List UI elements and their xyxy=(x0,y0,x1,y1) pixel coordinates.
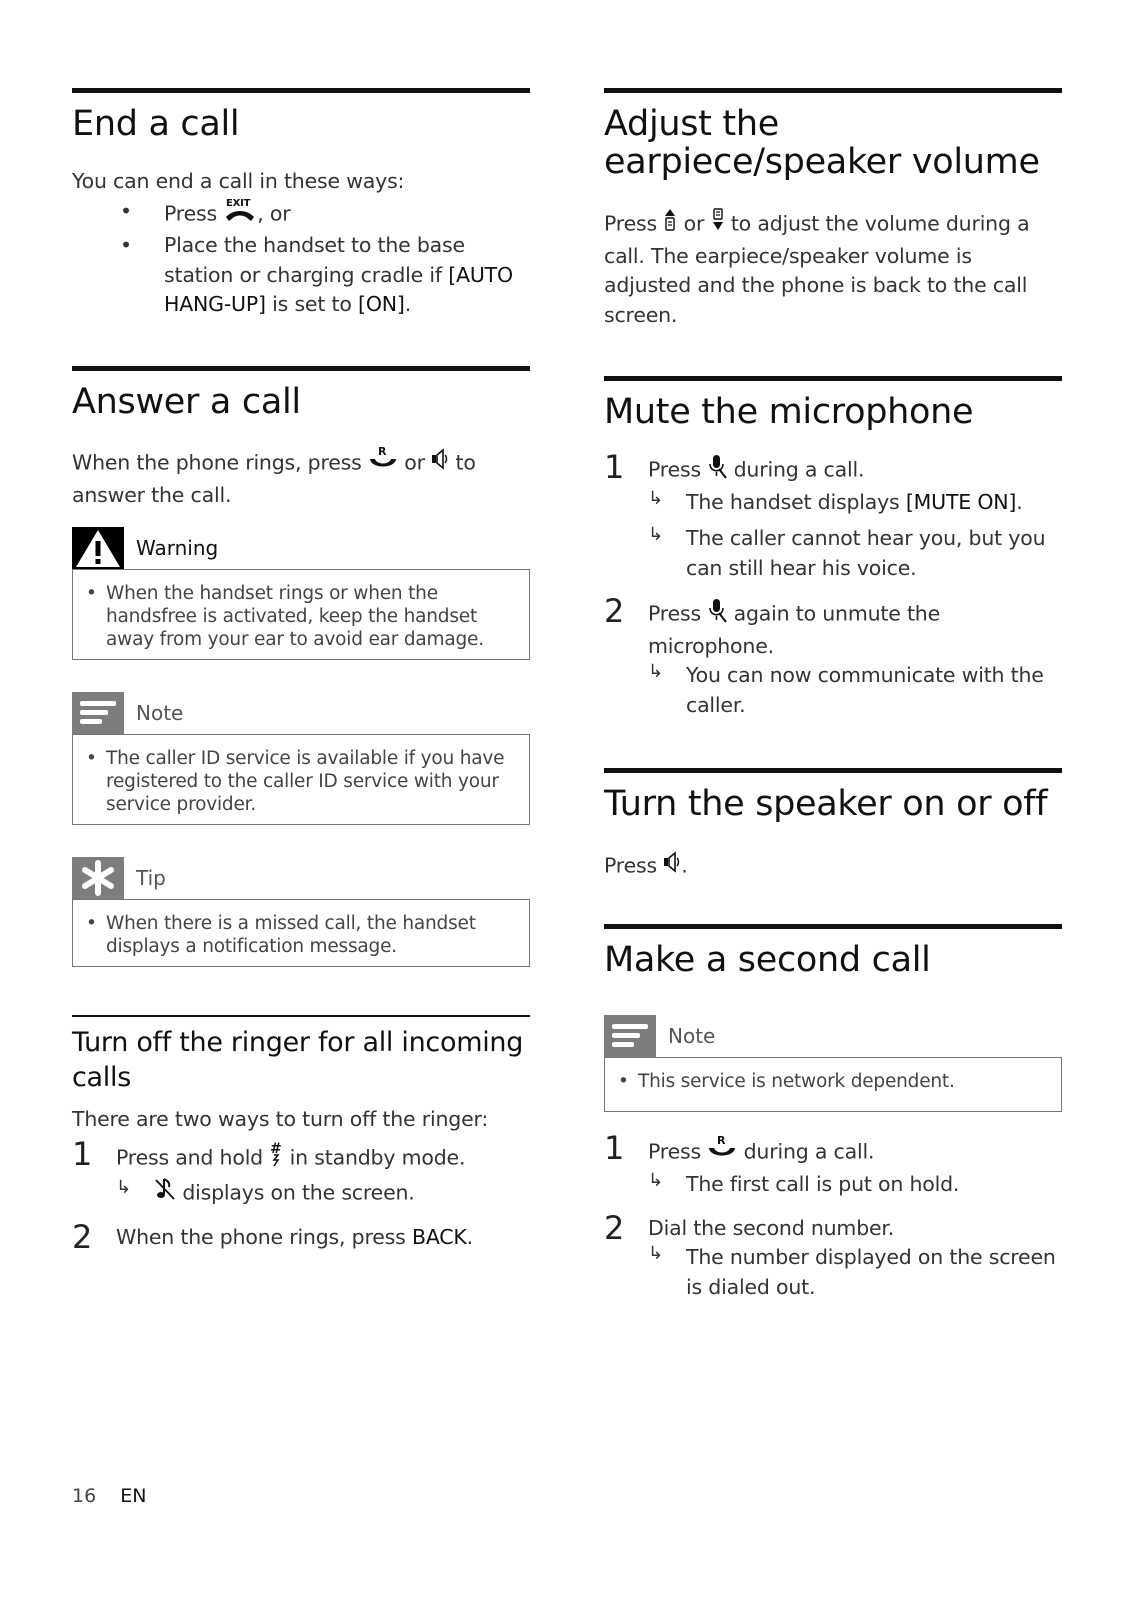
step-number: 2 xyxy=(72,1218,93,1256)
note-header xyxy=(72,692,530,734)
language-code: EN xyxy=(120,1485,147,1507)
tip-asterisk-icon xyxy=(72,857,124,899)
warning-label: Warning xyxy=(136,535,219,560)
note-label: Note xyxy=(668,1023,716,1048)
step-1: 1 Press and hold # in standby mode. ↳ displays on the screen. xyxy=(72,1140,530,1209)
section-rule xyxy=(604,768,1062,773)
end-call-title: End a call xyxy=(72,104,240,144)
tip-body xyxy=(72,899,530,967)
result-arrow-icon: ↳ xyxy=(648,661,664,682)
speaker-title: Turn the speaker on or off xyxy=(604,784,1048,824)
note-lines-icon xyxy=(72,692,124,734)
ringer-off-icon xyxy=(154,1177,176,1210)
step-result: ↳ The number displayed on the screen is dialed out. xyxy=(648,1243,1056,1299)
mute-mic-icon xyxy=(707,453,727,488)
note-body xyxy=(72,734,530,825)
talk-recall-icon xyxy=(368,445,398,482)
result-arrow-icon: ↳ xyxy=(648,487,664,509)
svg-text:EXIT: EXIT xyxy=(226,197,251,209)
mute-mic-section xyxy=(604,376,1062,720)
list-item: • When there is a missed call, the handset displays a notification message. xyxy=(86,912,476,957)
bullet: • xyxy=(120,233,132,257)
right-column xyxy=(604,88,1062,1302)
tip-header xyxy=(72,857,530,899)
section-rule xyxy=(604,376,1062,381)
adjust-volume-section xyxy=(604,88,1062,330)
page-footer xyxy=(72,1485,146,1507)
note-box xyxy=(604,1015,1062,1112)
volume-up-icon xyxy=(663,207,677,242)
step-number: 2 xyxy=(604,1208,625,1247)
tip-box xyxy=(72,857,530,967)
bullet: • xyxy=(120,198,132,223)
adjust-volume-text: Press or to adjust the volume during a call. The earpiece/speaker volume is adjusted and the phone is back to the call screen. xyxy=(604,207,1062,330)
end-call-intro: You can end a call in these ways: xyxy=(72,169,405,193)
step-result: ↳ You can now communicate with the caller. xyxy=(648,661,1044,717)
result-arrow-icon: ↳ xyxy=(648,1170,664,1191)
end-call-section xyxy=(72,88,530,320)
page-number: 16 xyxy=(72,1485,97,1507)
section-rule xyxy=(72,1015,530,1017)
ringer-off-intro: There are two ways to turn off the ringer: xyxy=(72,1106,489,1131)
step-1: 1 Press during a call. ↳ The handset displays [MUTE ON]. ↳ The caller cannot hear you, but you can still hear his voice. xyxy=(604,453,1062,583)
mute-mic-title: Mute the microphone xyxy=(604,392,974,432)
step-2: 2 When the phone rings, press BACK. xyxy=(72,1218,473,1256)
tip-label: Tip xyxy=(136,865,166,890)
step-result: ↳ The caller cannot hear you, but you can still hear his voice. xyxy=(648,524,1046,580)
step-number: 1 xyxy=(604,448,625,486)
end-call-list xyxy=(72,197,530,320)
note-box xyxy=(72,692,530,825)
answer-call-section xyxy=(72,366,530,967)
result-arrow-icon: ↳ xyxy=(648,524,664,545)
list-item: • Press EXIT , or xyxy=(72,197,530,232)
section-rule xyxy=(72,88,530,93)
speaker-icon xyxy=(431,448,449,479)
answer-call-title: Answer a call xyxy=(72,381,301,422)
second-call-section xyxy=(604,924,1062,1303)
note-header xyxy=(604,1015,1062,1057)
svg-text:R: R xyxy=(717,1133,726,1147)
adjust-volume-title: Adjust the earpiece/speaker volume xyxy=(604,104,1040,182)
answer-call-text: When the phone rings, press R or to answer the call. xyxy=(72,444,476,507)
step-result: ↳ The first call is put on hold. xyxy=(648,1170,960,1196)
warning-triangle-icon xyxy=(72,527,124,569)
note-body xyxy=(604,1057,1062,1112)
step-number: 1 xyxy=(604,1128,625,1167)
list-item: • The caller ID service is available if you have registered to the caller ID service with your service provider. xyxy=(86,747,505,815)
hash-key-icon xyxy=(269,1140,283,1177)
talk-recall-icon xyxy=(707,1134,737,1171)
step-2: 2 Dial the second number. ↳ The number displayed on the screen is dialed out. xyxy=(604,1214,1062,1303)
svg-text:#: # xyxy=(270,1141,282,1157)
step-number: 2 xyxy=(604,592,625,630)
step-2: 2 Press again to unmute the microphone. ↳ You can now communicate with the caller. xyxy=(604,597,1062,720)
section-rule xyxy=(72,366,530,371)
step-number: 1 xyxy=(72,1135,93,1173)
note-label: Note xyxy=(136,700,184,725)
step-result: ↳ The handset displays [MUTE ON]. xyxy=(648,487,1023,514)
warning-body xyxy=(72,569,530,660)
step-1: 1 Press R during a call. ↳ The first call is put on hold. xyxy=(604,1134,1062,1200)
speaker-text: Press . xyxy=(604,851,1062,882)
list-item: • When the handset rings or when the handsfree is activated, keep the handset away from your ear to avoid ear damage. xyxy=(86,582,484,650)
volume-down-icon xyxy=(711,207,725,242)
note-lines-icon xyxy=(604,1015,656,1057)
step-result: ↳ displays on the screen. xyxy=(116,1177,530,1210)
list-item: • Place the handset to the base station or charging cradle if [AUTO HANG-UP] is set to [ON]. xyxy=(120,233,513,316)
svg-text:R: R xyxy=(377,444,387,458)
section-rule xyxy=(604,924,1062,929)
second-call-title: Make a second call xyxy=(604,939,931,980)
mute-mic-icon xyxy=(707,597,727,632)
section-rule xyxy=(604,88,1062,93)
result-arrow-icon: ↳ xyxy=(116,1176,132,1198)
warning-header xyxy=(72,527,530,569)
list-item: • This service is network dependent. xyxy=(618,1070,955,1092)
left-column xyxy=(72,88,530,1256)
ringer-off-title: Turn off the ringer for all incoming calls xyxy=(72,1026,524,1093)
ringer-off-section xyxy=(72,1015,530,1256)
speaker-section xyxy=(604,768,1062,882)
warning-box xyxy=(72,527,530,660)
result-arrow-icon: ↳ xyxy=(648,1243,664,1264)
end-call-key-icon xyxy=(223,197,257,232)
speaker-icon xyxy=(663,851,681,882)
